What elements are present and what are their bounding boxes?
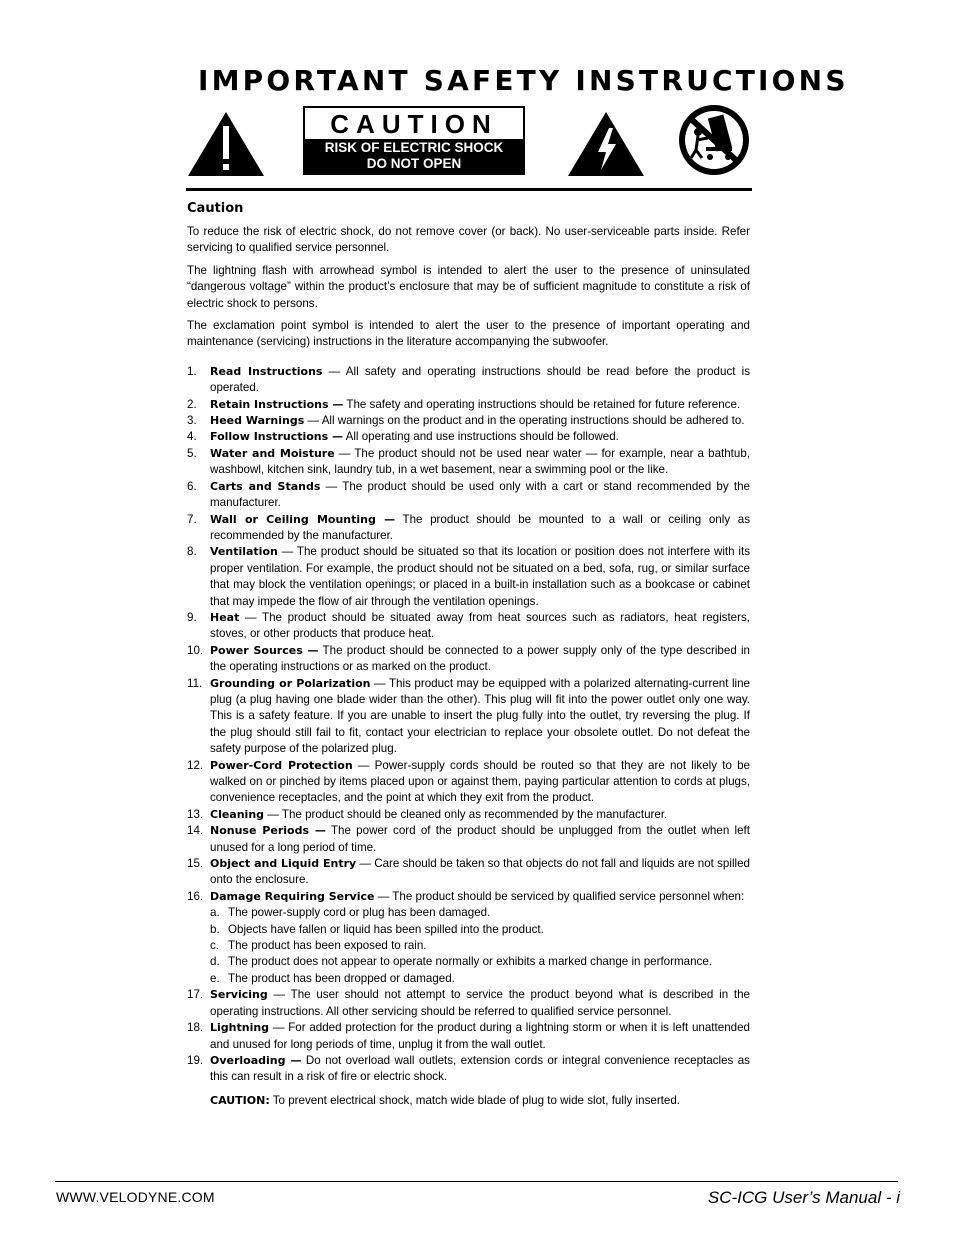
caution-line-1: RISK OF ELECTRIC SHOCK — [324, 140, 504, 155]
item-number: 11. — [187, 676, 203, 690]
item-term: Overloading — — [210, 1053, 302, 1067]
item-number: 14. — [187, 824, 204, 838]
item-text: The power cord of the product should be unplugged from the outlet when left unused for a long period of time. — [210, 824, 750, 854]
instruction-item — [187, 429, 750, 445]
sub-item-letter: a. — [210, 906, 220, 920]
sub-item-text: The power-supply cord or plug has been damaged. — [228, 906, 491, 920]
footer-manual-page: SC-ICG User’s Manual - i — [707, 1188, 900, 1207]
item-term: Cleaning — [210, 807, 265, 821]
item-term: Object and Liquid Entry — [210, 857, 357, 871]
item-separator: — — [370, 676, 389, 690]
item-number: 13. — [187, 807, 204, 821]
sub-item-letter: d. — [210, 955, 220, 969]
item-number: 7. — [187, 512, 197, 526]
instruction-item — [187, 512, 750, 545]
sub-item — [210, 905, 750, 921]
item-text: The product should not be used near water — for example, near a bathtub, washbowl, kitchen sink, laundry tub, in a wet basement, near a swimming pool or the like. — [210, 446, 751, 477]
item-text: Do not overload wall outlets, extension cords or integral convenience receptacles as this can result in a risk of fire or electric shock. — [210, 1053, 750, 1084]
exclamation-triangle-icon — [186, 110, 266, 178]
item-term: Damage Requiring Service — [210, 889, 375, 903]
item-term: Lightning — [210, 1021, 270, 1035]
sub-item-text: The product does not appear to operate normally or exhibits a marked change in performance. — [228, 955, 712, 969]
item-number: 16. — [187, 889, 204, 903]
item-separator: — — [320, 479, 343, 493]
item-number: 8. — [187, 545, 197, 559]
sub-list — [210, 905, 750, 987]
item-term: Retain Instructions — — [210, 397, 344, 411]
item-text: The product should be used only with a cart or stand recommended by the manufacturer. — [210, 479, 750, 510]
instruction-item — [187, 544, 750, 610]
item-separator: — — [356, 857, 375, 871]
footer-website: WWW.VELODYNE.COM — [56, 1189, 215, 1205]
item-text: The safety and operating instructions should be retained for future reference. — [346, 397, 741, 411]
item-number: 9. — [187, 610, 197, 624]
instruction-item — [187, 856, 750, 889]
caution-word: CAUTION — [330, 109, 498, 139]
instruction-item — [187, 643, 750, 676]
item-text: The product should be mounted to a wall or ceiling only as recommended by the manufacturer. — [210, 512, 750, 542]
item-separator: — — [374, 889, 393, 903]
caution-line-2: DO NOT OPEN — [366, 156, 462, 171]
instruction-item — [187, 1053, 750, 1086]
section-heading: Caution — [187, 201, 244, 216]
sub-item-text: Objects have fallen or liquid has been spilled into the product. — [228, 922, 544, 936]
instruction-item — [187, 1020, 750, 1053]
item-number: 10. — [187, 643, 204, 657]
instruction-item — [187, 889, 750, 987]
sub-item-letter: c. — [210, 939, 220, 953]
item-separator — [395, 513, 402, 526]
paragraph: The lightning flash with arrowhead symbol is intended to alert the user to the presence of uninsulated “dangerous voltage” within the product’s enclosure that may be of sufficient magnitude to constitute a risk of electric shock to persons. — [187, 263, 750, 310]
item-term: Servicing — [210, 988, 268, 1002]
sub-item-letter: e. — [210, 971, 220, 985]
item-term: Wall or Ceiling Mounting — — [210, 512, 396, 526]
item-term: Nonuse Periods — — [210, 824, 326, 838]
item-number: 19. — [187, 1053, 204, 1067]
item-separator: — — [277, 545, 297, 559]
item-separator: — — [304, 414, 322, 428]
item-text: This product may be equipped with a polarized alternating-current line plug (a plug having one blade wider than the other). This plug will fit into the power outlet only one way. This is a safety feature. If you are unable to insert the plug fully into the outlet, try reversing the plug. If the plug should still fail to fit, contact your electrician to replace your obsolete outlet. Do not defeat the safety purpose of the polarized plug. — [210, 676, 751, 756]
item-separator: — — [352, 758, 375, 772]
item-text: The user should not attempt to service the product beyond what is described in the operating instructions. All other servicing should be referred to qualified service personnel. — [210, 988, 751, 1018]
instruction-item — [187, 758, 750, 807]
item-number: 12. — [187, 758, 204, 772]
caution-label-box — [303, 106, 525, 175]
item-text: The product should be serviced by qualified service personnel when: — [392, 889, 745, 903]
item-text: All safety and operating instructions should be read before the product is operated. — [210, 364, 750, 395]
item-text: The product should be connected to a power supply only of the type described in the operating instructions or as marked on the product. — [210, 643, 750, 674]
item-term: Power Sources — — [210, 643, 319, 657]
sub-item — [210, 954, 750, 970]
item-term: Heed Warnings — [210, 414, 305, 428]
item-number: 15. — [187, 857, 204, 871]
cart-tipover-icon — [676, 102, 752, 178]
item-separator: — — [267, 988, 291, 1002]
instruction-item — [187, 397, 750, 413]
item-text: For added protection for the product during a lightning storm or when it is left unattended and unused for long periods of time, unplug it from the wall outlet. — [210, 1021, 750, 1051]
item-number: 4. — [187, 430, 197, 444]
lightning-triangle-icon — [566, 110, 646, 178]
item-term: Power-Cord Protection — [210, 758, 353, 772]
item-separator: — — [322, 364, 346, 378]
item-number: 2. — [187, 397, 197, 411]
item-term: Follow Instructions — — [210, 430, 344, 444]
item-separator: — — [334, 446, 355, 460]
instruction-item — [187, 807, 750, 823]
item-term: Grounding or Polarization — [210, 676, 371, 690]
item-term: Heat — [210, 610, 240, 624]
item-number: 1. — [187, 364, 197, 378]
footer-divider — [55, 1181, 898, 1182]
item-text: Care should be taken so that objects do not fall and liquids are not spilled onto the enclosure. — [210, 857, 750, 887]
sub-item — [210, 971, 750, 987]
item-text: The product should be situated so that its location or position does not interfere with its proper ventilation. For example, the product should not be situated on a bed, sofa, rug, or similar surface that may block the ventilation openings; or placed in a built-in installation such as a bookcase or cabinet that may impede the flow of air through the ventilation openings. — [210, 545, 751, 608]
instruction-item — [187, 987, 750, 1020]
caution-note-label: CAUTION: — [210, 1093, 270, 1107]
instruction-item — [187, 364, 750, 397]
item-text: The product should be situated away from heat sources such as radiators, heat registers, stoves, or other products that produce heat. — [210, 610, 751, 641]
item-term: Ventilation — [210, 545, 278, 559]
caution-warning-text — [305, 139, 523, 173]
item-text: The product should be cleaned only as recommended by the manufacturer. — [281, 807, 668, 821]
instruction-item — [187, 446, 750, 479]
item-number: 5. — [187, 446, 197, 460]
item-term: Read Instructions — [210, 364, 323, 378]
item-separator: — — [239, 610, 262, 624]
item-text: Power-supply cords should be routed so that they are not likely to be walked on or pinched by items placed upon or against them, paying particular attention to cords at plugs, convenience receptacles, and the point at which they exit from the product. — [210, 758, 750, 805]
sub-item-text: The product has been exposed to rain. — [228, 939, 427, 953]
instruction-item — [187, 413, 750, 429]
caution-note-text: To prevent electrical shock, match wide blade of plug to wide slot, fully inserted. — [269, 1093, 681, 1107]
instruction-item — [187, 676, 750, 758]
instruction-item — [187, 823, 750, 856]
header-divider — [186, 188, 752, 191]
sub-item-text: The product has been dropped or damaged. — [228, 971, 455, 985]
item-number: 6. — [187, 479, 197, 493]
item-number: 17. — [187, 988, 204, 1002]
instruction-item — [187, 610, 750, 643]
item-separator: — — [264, 807, 282, 821]
instruction-item — [187, 479, 750, 512]
item-separator: — — [269, 1021, 289, 1035]
item-text: All warnings on the product and in the operating instructions should be adhered to. — [321, 414, 745, 428]
paragraph: To reduce the risk of electric shock, do not remove cover (or back). No user-serviceable parts inside. Refer servicing to qualified service personnel. — [187, 225, 750, 255]
caution-note — [210, 1093, 750, 1109]
item-term: Carts and Stands — [210, 479, 321, 493]
item-number: 18. — [187, 1021, 204, 1035]
item-text: All operating and use instructions should be followed. — [345, 430, 619, 444]
paragraph: The exclamation point symbol is intended to alert the user to the presence of important operating and maintenance (servicing) instructions in the literature accompanying the subwoofer. — [187, 319, 750, 349]
sub-item — [210, 938, 750, 954]
safety-content — [187, 200, 750, 1109]
page-title: IMPORTANT SAFETY INSTRUCTIONS — [198, 64, 849, 97]
item-number: 3. — [187, 414, 197, 428]
item-term: Water and Moisture — [210, 446, 335, 460]
instruction-list — [187, 364, 750, 1086]
sub-item — [210, 922, 750, 938]
sub-item-letter: b. — [210, 922, 220, 936]
